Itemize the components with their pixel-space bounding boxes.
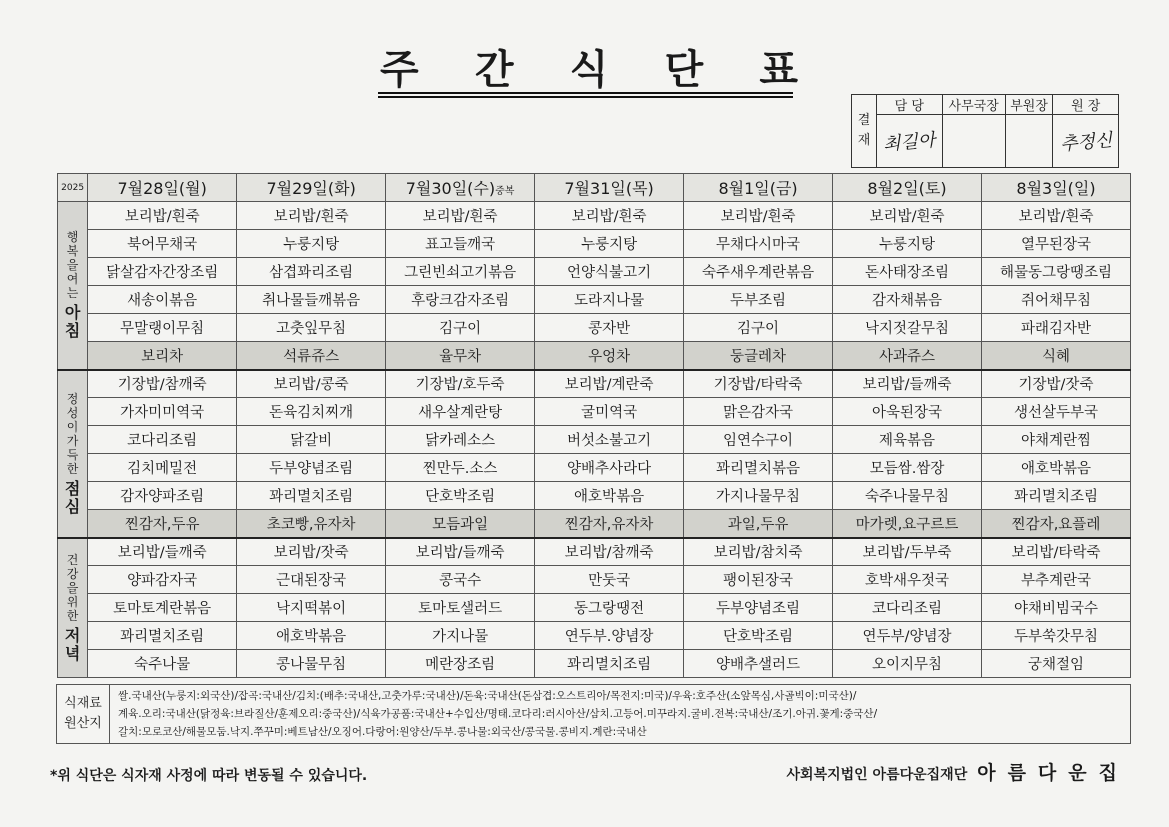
origin-label-line: 원산지 bbox=[64, 716, 102, 731]
menu-item: 사과쥬스 bbox=[833, 342, 982, 370]
organization bbox=[787, 758, 1129, 785]
page-title bbox=[380, 40, 800, 92]
title-underline bbox=[378, 92, 793, 94]
menu-item: 보리밥/흰죽 bbox=[237, 202, 386, 230]
menu-item: 야채비빔국수 bbox=[982, 594, 1131, 622]
signature-cell bbox=[942, 115, 1005, 168]
menu-item: 북어무채국 bbox=[88, 230, 237, 258]
day-date: 8월2일(토) bbox=[867, 179, 947, 198]
menu-item: 파래김자반 bbox=[982, 314, 1131, 342]
menu-item: 표고들깨국 bbox=[386, 230, 535, 258]
menu-item: 삼겹꽈리조림 bbox=[237, 258, 386, 286]
menu-item: 보리밥/참깨죽 bbox=[535, 538, 684, 566]
day-header bbox=[833, 174, 982, 202]
day-date: 7월31일(목) bbox=[564, 179, 654, 198]
menu-item: 김치메밀전 bbox=[88, 454, 237, 482]
menu-item: 가지나물무침 bbox=[684, 482, 833, 510]
menu-item: 동그랑땡전 bbox=[535, 594, 684, 622]
menu-item: 코다리조림 bbox=[833, 594, 982, 622]
menu-item: 닭살감자간장조림 bbox=[88, 258, 237, 286]
menu-item: 토마토계란볶음 bbox=[88, 594, 237, 622]
menu-item: 야채계란찜 bbox=[982, 426, 1131, 454]
meal-label-small: 건 강 을 위 한 bbox=[66, 552, 79, 623]
menu-item: 찐감자,두유 bbox=[88, 510, 237, 538]
footer-note: *위 식단은 식자재 사정에 따라 변동될 수 있습니다. bbox=[50, 768, 368, 784]
menu-item: 돈사태장조림 bbox=[833, 258, 982, 286]
menu-item: 초코빵,유자차 bbox=[237, 510, 386, 538]
menu-item: 율무차 bbox=[386, 342, 535, 370]
menu-item: 쥐어채무침 bbox=[982, 286, 1131, 314]
menu-item: 오이지무침 bbox=[833, 650, 982, 678]
meal-label-small: 행 복 을 여 는 bbox=[66, 230, 79, 301]
menu-item: 무말랭이무침 bbox=[88, 314, 237, 342]
menu-item: 만둣국 bbox=[535, 566, 684, 594]
day-date: 7월29일(화) bbox=[266, 179, 356, 198]
menu-item: 새우살계란탕 bbox=[386, 398, 535, 426]
menu-item: 찐감자,유자차 bbox=[535, 510, 684, 538]
year-cell: 2025 bbox=[58, 174, 88, 202]
menu-item: 두부양념조림 bbox=[237, 454, 386, 482]
signature-cell bbox=[1053, 115, 1119, 168]
menu-item: 과일,두유 bbox=[684, 510, 833, 538]
menu-item: 해물동그랑땡조림 bbox=[982, 258, 1131, 286]
menu-item: 제육볶음 bbox=[833, 426, 982, 454]
menu-item: 꽈리멸치조림 bbox=[535, 650, 684, 678]
menu-item: 아욱된장국 bbox=[833, 398, 982, 426]
menu-item: 찐감자,요플레 bbox=[982, 510, 1131, 538]
org-name: 아름다운집 bbox=[977, 762, 1129, 784]
menu-item: 두부조림 bbox=[684, 286, 833, 314]
menu-item: 닭카레소스 bbox=[386, 426, 535, 454]
menu-item: 낙지떡볶이 bbox=[237, 594, 386, 622]
day-date: 7월28일(월) bbox=[117, 179, 207, 198]
menu-item: 보리밥/들깨죽 bbox=[833, 370, 982, 398]
approval-header: 담 당 bbox=[877, 95, 943, 115]
menu-item: 맑은감자국 bbox=[684, 398, 833, 426]
menu-item: 팽이된장국 bbox=[684, 566, 833, 594]
menu-item: 꽈리멸치조림 bbox=[982, 482, 1131, 510]
menu-item: 기장밥/잣죽 bbox=[982, 370, 1131, 398]
menu-item: 궁채절임 bbox=[982, 650, 1131, 678]
menu-item: 보리밥/계란죽 bbox=[535, 370, 684, 398]
origin-line: 계육.오리:국내산(닭정육:브라질산/훈제오리:중국산)/식육가공품:국내산+수입산/명태.코다리:러시아산/삼치.고등어.미꾸라지.굴비.전복:국내산/조기.아귀.꽃게:중국산/ bbox=[118, 708, 878, 720]
menu-item: 버섯소불고기 bbox=[535, 426, 684, 454]
menu-item: 굴미역국 bbox=[535, 398, 684, 426]
menu-item: 보리밥/흰죽 bbox=[535, 202, 684, 230]
menu-item: 임연수구이 bbox=[684, 426, 833, 454]
meal-label-small: 정 성 이 가 득 한 bbox=[66, 391, 79, 476]
menu-item: 누룽지탕 bbox=[833, 230, 982, 258]
menu-item: 보리밥/들깨죽 bbox=[386, 538, 535, 566]
menu-item: 보리밥/콩죽 bbox=[237, 370, 386, 398]
menu-item: 돈육김치찌개 bbox=[237, 398, 386, 426]
signature: 추정신 bbox=[1058, 129, 1113, 156]
menu-item: 양파감자국 bbox=[88, 566, 237, 594]
day-date: 7월30일(수) bbox=[405, 179, 496, 198]
menu-item: 새송이볶음 bbox=[88, 286, 237, 314]
menu-item: 보리밥/흰죽 bbox=[684, 202, 833, 230]
menu-item: 생선살두부국 bbox=[982, 398, 1131, 426]
day-note: 중복 bbox=[495, 186, 515, 197]
menu-item: 식혜 bbox=[982, 342, 1131, 370]
menu-item: 후랑크감자조림 bbox=[386, 286, 535, 314]
menu-item: 양배추사라다 bbox=[535, 454, 684, 482]
menu-item: 기장밥/타락죽 bbox=[684, 370, 833, 398]
menu-item: 애호박볶음 bbox=[982, 454, 1131, 482]
day-date: 8월1일(금) bbox=[718, 179, 798, 198]
approval-side-label bbox=[852, 95, 877, 168]
menu-item: 무채다시마국 bbox=[684, 230, 833, 258]
menu-item: 보리밥/잣죽 bbox=[237, 538, 386, 566]
menu-item: 단호박조림 bbox=[386, 482, 535, 510]
menu-item: 낙지젓갈무침 bbox=[833, 314, 982, 342]
menu-item: 두부쑥갓무침 bbox=[982, 622, 1131, 650]
menu-item: 꽈리멸치볶음 bbox=[684, 454, 833, 482]
menu-item: 김구이 bbox=[684, 314, 833, 342]
menu-item: 기장밥/호두죽 bbox=[386, 370, 535, 398]
title-char: 단 bbox=[664, 46, 706, 93]
origin-label-line: 식재료 bbox=[64, 696, 102, 711]
menu-item: 마가렛,요구르트 bbox=[833, 510, 982, 538]
menu-item: 연두부.양념장 bbox=[535, 622, 684, 650]
menu-item: 양배추샐러드 bbox=[684, 650, 833, 678]
menu-item: 모듬과일 bbox=[386, 510, 535, 538]
menu-item: 보리밥/흰죽 bbox=[386, 202, 535, 230]
menu-item: 콩나물무침 bbox=[237, 650, 386, 678]
signature-cell bbox=[1005, 115, 1053, 168]
menu-item: 보리밥/들깨죽 bbox=[88, 538, 237, 566]
menu-item: 김구이 bbox=[386, 314, 535, 342]
menu-item: 고춧잎무침 bbox=[237, 314, 386, 342]
title-char: 식 bbox=[569, 46, 611, 93]
menu-item: 보리밥/흰죽 bbox=[982, 202, 1131, 230]
approval-header: 사무국장 bbox=[942, 95, 1005, 115]
menu-item: 누룽지탕 bbox=[535, 230, 684, 258]
title-char: 간 bbox=[474, 46, 516, 93]
menu-item: 닭갈비 bbox=[237, 426, 386, 454]
approval-header: 부원장 bbox=[1005, 95, 1053, 115]
menu-item: 모듬쌈.쌈장 bbox=[833, 454, 982, 482]
day-header bbox=[237, 174, 386, 202]
menu-item: 보리차 bbox=[88, 342, 237, 370]
org-foundation: 사회복지법인 아름다운집재단 bbox=[786, 767, 968, 783]
meal-label bbox=[58, 202, 88, 370]
menu-item: 꽈리멸치조림 bbox=[88, 622, 237, 650]
origin-box bbox=[56, 684, 1131, 744]
meal-label bbox=[58, 538, 88, 678]
menu-item: 감자양파조림 bbox=[88, 482, 237, 510]
menu-item: 숙주나물무침 bbox=[833, 482, 982, 510]
menu-item: 보리밥/참치죽 bbox=[684, 538, 833, 566]
day-date: 8월3일(일) bbox=[1016, 179, 1096, 198]
menu-item: 두부양념조림 bbox=[684, 594, 833, 622]
menu-item: 취나물들깨볶음 bbox=[237, 286, 386, 314]
menu-table bbox=[57, 173, 1131, 678]
menu-item: 보리밥/타락죽 bbox=[982, 538, 1131, 566]
menu-item: 가자미미역국 bbox=[88, 398, 237, 426]
meal-label-big: 점 심 bbox=[64, 478, 81, 516]
menu-item: 애호박볶음 bbox=[237, 622, 386, 650]
menu-item: 꽈리멸치조림 bbox=[237, 482, 386, 510]
menu-item: 누룽지탕 bbox=[237, 230, 386, 258]
menu-item: 숙주나물 bbox=[88, 650, 237, 678]
menu-item: 우엉차 bbox=[535, 342, 684, 370]
menu-item: 단호박조림 bbox=[684, 622, 833, 650]
origin-label bbox=[57, 685, 110, 743]
menu-item: 도라지나물 bbox=[535, 286, 684, 314]
origin-line: 갈치:모로코산/해물모둠.낙지.쭈꾸미:베트남산/오징어.다랑어:원양산/두부.콩나물:외국산/콩국물.콩비지.계란:국내산 bbox=[118, 726, 647, 738]
day-header bbox=[88, 174, 237, 202]
menu-item: 콩자반 bbox=[535, 314, 684, 342]
day-header bbox=[982, 174, 1131, 202]
day-header bbox=[386, 174, 535, 202]
origin-line: 쌀.국내산(누룽지:외국산)/잡곡:국내산/김치:(배추:국내산,고춧가루:국내산)/돈육:국내산(돈삼겹:오스트리아/목전지:미국)/우육:호주산(소앞목심,사골빅이:미국산)/ bbox=[118, 690, 857, 702]
approval-side-char: 결 bbox=[857, 113, 871, 128]
menu-item: 연두부/양념장 bbox=[833, 622, 982, 650]
day-header bbox=[535, 174, 684, 202]
approval-box bbox=[851, 94, 1119, 168]
approval-side-char: 재 bbox=[857, 133, 871, 148]
menu-item: 그린빈쇠고기볶음 bbox=[386, 258, 535, 286]
approval-header: 원 장 bbox=[1053, 95, 1119, 115]
menu-item: 애호박볶음 bbox=[535, 482, 684, 510]
menu-item: 메란장조림 bbox=[386, 650, 535, 678]
meal-label bbox=[58, 370, 88, 538]
title-char: 주 bbox=[380, 46, 421, 93]
meal-label-big: 저 녁 bbox=[64, 625, 81, 663]
menu-item: 토마토샐러드 bbox=[386, 594, 535, 622]
menu-item: 보리밥/흰죽 bbox=[88, 202, 237, 230]
signature-cell bbox=[877, 115, 943, 168]
menu-item: 감자채볶음 bbox=[833, 286, 982, 314]
origin-text bbox=[110, 685, 1130, 743]
title-char: 표 bbox=[759, 46, 800, 93]
menu-item: 찐만두.소스 bbox=[386, 454, 535, 482]
day-header bbox=[684, 174, 833, 202]
menu-item: 석류쥬스 bbox=[237, 342, 386, 370]
menu-item: 언양식불고기 bbox=[535, 258, 684, 286]
menu-item: 보리밥/두부죽 bbox=[833, 538, 982, 566]
menu-item: 근대된장국 bbox=[237, 566, 386, 594]
menu-item: 가지나물 bbox=[386, 622, 535, 650]
meal-label-big: 아 침 bbox=[64, 303, 81, 341]
menu-item: 호박새우젓국 bbox=[833, 566, 982, 594]
menu-item: 둥글레차 bbox=[684, 342, 833, 370]
menu-item: 코다리조림 bbox=[88, 426, 237, 454]
menu-item: 보리밥/흰죽 bbox=[833, 202, 982, 230]
signature: 최길아 bbox=[882, 129, 937, 156]
menu-item: 숙주새우계란볶음 bbox=[684, 258, 833, 286]
menu-item: 콩국수 bbox=[386, 566, 535, 594]
menu-item: 기장밥/참깨죽 bbox=[88, 370, 237, 398]
title-underline bbox=[378, 96, 793, 98]
menu-item: 부추계란국 bbox=[982, 566, 1131, 594]
menu-item: 열무된장국 bbox=[982, 230, 1131, 258]
